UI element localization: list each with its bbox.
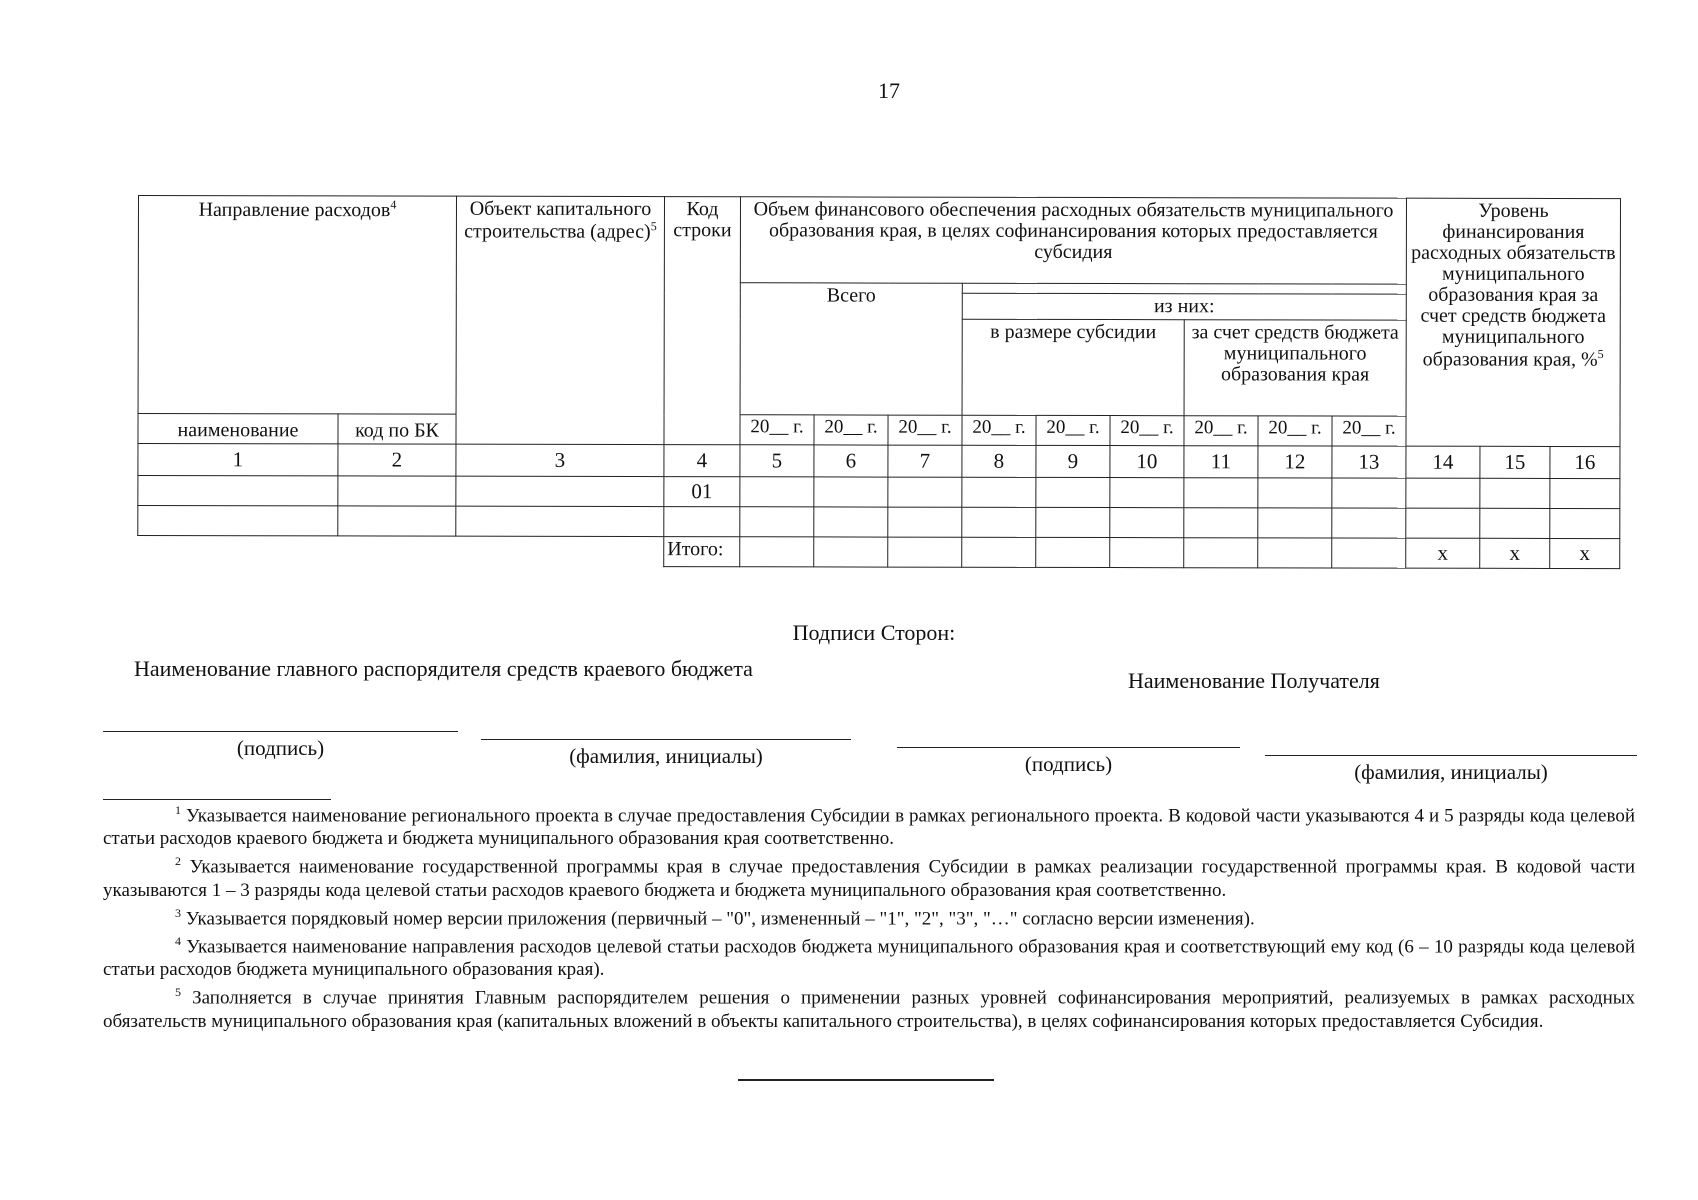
column-number: 3 [456, 444, 664, 476]
year-cell: 20__ г. [1184, 416, 1258, 446]
header-level: Уровень финансирования расходных обязательств муниципального образования края за счет средств бюджета муниципального образования края, %$^5$ [1406, 198, 1621, 446]
fio-line[interactable] [1265, 755, 1637, 756]
header-total: Всего [740, 283, 962, 415]
year-cell: 20__ г. [814, 415, 888, 445]
signature-line[interactable] [103, 731, 458, 732]
table-cell[interactable] [1550, 478, 1620, 508]
column-number-row [138, 444, 1620, 479]
column-number: 11 [1184, 446, 1258, 478]
header-object: Объект капитального строительства (адрес)$^5$ [456, 196, 665, 444]
table-cell[interactable] [1036, 507, 1110, 537]
column-number: 9 [1036, 445, 1110, 477]
row-code: 01 [664, 477, 740, 507]
signature-line[interactable] [897, 747, 1240, 748]
table-cell[interactable] [1036, 477, 1110, 507]
table-cell[interactable] [1110, 508, 1184, 538]
year-cell: 20__ г. [1258, 416, 1332, 446]
x-mark: x [1406, 538, 1480, 568]
header-municipal-budget: за счет средств бюджета муниципального образования края [1184, 320, 1406, 416]
column-number: 14 [1406, 446, 1480, 478]
table-cell[interactable] [1258, 508, 1332, 538]
table-cell[interactable] [962, 477, 1036, 507]
year-cell: 20__ г. [1110, 416, 1184, 446]
page-number: 17 [878, 78, 900, 103]
table-cell[interactable] [1480, 508, 1550, 538]
table-cell[interactable] [888, 537, 962, 567]
year-cell: 20__ г. [888, 415, 962, 445]
total-row [138, 536, 1620, 569]
header-volume: Объем финансового обеспечения расходных обязательств муниципального образования края, в целях софинансирования которых предоставляется субсидия [740, 197, 1406, 284]
table-cell[interactable] [740, 537, 814, 567]
column-number: 6 [814, 445, 888, 477]
table-cell[interactable] [1184, 508, 1258, 538]
table-cell[interactable] [1332, 508, 1406, 538]
column-number: 8 [962, 445, 1036, 477]
column-number: 5 [740, 445, 814, 477]
footnotes [103, 799, 1635, 1033]
table-cell[interactable] [1184, 478, 1258, 508]
fio-caption: (фамилия, инициалы) [1354, 760, 1548, 784]
table-cell[interactable] [740, 477, 814, 507]
table-cell[interactable] [1332, 538, 1406, 568]
table-cell[interactable] [1184, 538, 1258, 568]
footnote: $^4$ Указывается наименование направления расходов целевой статьи расходов бюджета муниципального образования края и соответствующий ему код (6 – 10 разряды кода целевой статьи расходов бюджета муниципального образования края). [103, 933, 1635, 981]
header-direction: Направление расходов$^4$ [138, 196, 456, 415]
recipient-name-label: Наименование Получателя [1128, 668, 1380, 693]
header-bk-code: код по БК [338, 414, 456, 444]
total-row-spacer [138, 536, 664, 567]
column-number: 12 [1258, 446, 1332, 478]
table-cell[interactable] [888, 477, 962, 507]
column-number: 4 [664, 445, 740, 477]
table-cell[interactable] [814, 537, 888, 567]
table-cell[interactable] [888, 507, 962, 537]
signature-caption: (подпись) [1024, 752, 1113, 776]
column-number: 13 [1332, 446, 1406, 478]
table-cell[interactable] [138, 476, 338, 506]
table-row [138, 476, 1620, 509]
fio-line[interactable] [481, 739, 851, 740]
end-rule [738, 1079, 994, 1081]
table-cell[interactable] [1406, 508, 1480, 538]
header-line-code: Код строки [664, 197, 741, 445]
x-mark: x [1480, 538, 1550, 568]
table-cell[interactable] [962, 537, 1036, 567]
column-number: 15 [1480, 446, 1550, 478]
table-cell[interactable] [814, 477, 888, 507]
footnote: $^2$ Указывается наименование государственной программы края в случае предоставления Субсидии в рамках реализации государственной программы края. В кодовой части указываются 1 – 3 разряды кода целевой статьи расходов краевого бюджета и бюджета муниципального образования края соответственно. [103, 854, 1636, 901]
table-cell[interactable] [814, 507, 888, 537]
table-cell[interactable] [456, 506, 664, 536]
signatures-title: Подписи Сторон: [792, 620, 956, 645]
column-number: 10 [1110, 446, 1184, 478]
column-number: 1 [138, 444, 338, 476]
total-label: Итого: [664, 537, 740, 567]
table-row [138, 506, 1620, 539]
table-cell[interactable] [138, 506, 338, 536]
table-cell[interactable] [338, 476, 456, 506]
chief-administrator-name-label: Наименование главного распорядителя средств краевого бюджета [134, 656, 753, 681]
table-cell[interactable] [1258, 538, 1332, 568]
table-cell[interactable] [1550, 508, 1620, 538]
fio-caption: (фамилия, инициалы) [569, 744, 763, 768]
footnote: $^5$ Заполняется в случае принятия Главным распорядителем решения о применении разных уровней софинансирования мероприятий, реализуемых в рамках расходных обязательств муниципального образования края (капитальных вложений в объекты капитального строительства), в целях софинансирования которых предоставляется Субсидия. [103, 985, 1635, 1032]
table-cell[interactable] [1258, 478, 1332, 508]
table-cell[interactable] [962, 507, 1036, 537]
table-cell[interactable] [338, 506, 456, 536]
year-cell: 20__ г. [1332, 416, 1406, 446]
year-cell: 20__ г. [962, 415, 1036, 445]
table-cell[interactable] [1110, 478, 1184, 508]
table-cell[interactable] [1110, 538, 1184, 568]
header-subsidy-size: в размере субсидии [962, 319, 1184, 415]
table-cell[interactable] [456, 476, 664, 506]
column-number: 16 [1550, 446, 1620, 478]
footnote: $^3$ Указывается порядковый номер версии приложения (первичный – "0", измененный – "1", "2", "3", "…" согласно версии изменения). [175, 905, 1255, 929]
financing-table [137, 195, 1621, 569]
column-number: 7 [888, 445, 962, 477]
header-of-them: из них: [962, 293, 1406, 320]
column-number: 2 [338, 444, 456, 476]
footnote: $^1$ Указывается наименование регионального проекта в случае предоставления Субсидии в рамках регионального проекта. В кодовой части указываются 4 и 5 разряды кода целевой статьи расходов краевого бюджета и бюджета муниципального образования края соответственно. [103, 803, 1635, 850]
table-cell[interactable] [664, 507, 740, 537]
header-name: наименование [138, 414, 338, 444]
table-cell[interactable] [740, 507, 814, 537]
table-cell[interactable] [1332, 478, 1406, 508]
table-cell[interactable] [1036, 537, 1110, 567]
table-cell[interactable] [1480, 478, 1550, 508]
year-cell: 20__ г. [1036, 415, 1110, 445]
x-mark: x [1550, 538, 1620, 568]
table-cell[interactable] [1406, 478, 1480, 508]
year-cell: 20__ г. [740, 415, 814, 445]
signature-caption: (подпись) [236, 736, 325, 760]
